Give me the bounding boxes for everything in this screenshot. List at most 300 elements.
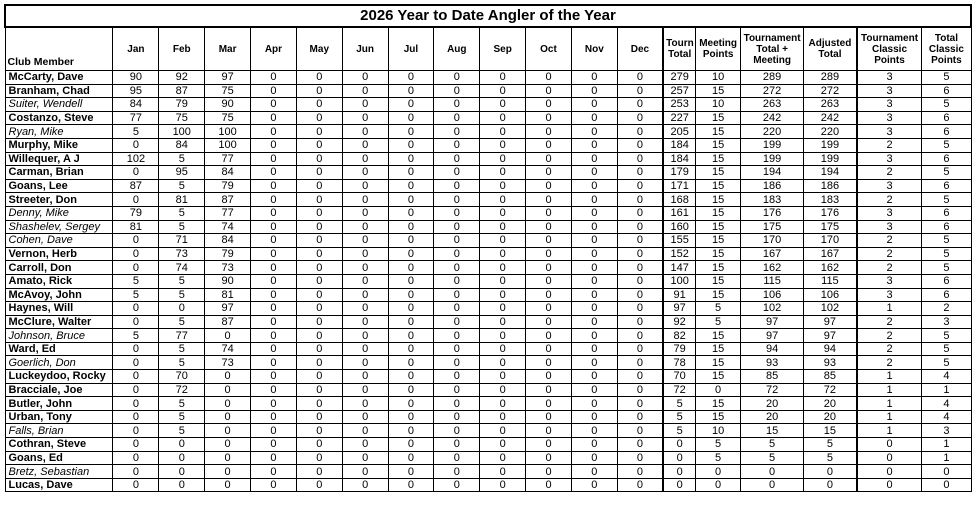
member-name-cell: Streeter, Don — [5, 193, 113, 207]
month-score-cell: 0 — [617, 98, 663, 112]
tournament-meeting-cell: 167 — [741, 247, 804, 261]
month-score-cell: 0 — [251, 342, 297, 356]
month-score-cell: 0 — [434, 138, 480, 152]
table-row — [5, 247, 971, 261]
month-score-cell: 5 — [159, 397, 205, 411]
month-score-cell: 0 — [434, 234, 480, 248]
tourn-total-cell: 97 — [663, 302, 696, 316]
tournament-meeting-cell: 289 — [741, 71, 804, 85]
month-score-cell: 0 — [617, 356, 663, 370]
month-score-cell: 0 — [571, 261, 617, 275]
month-score-cell: 0 — [342, 478, 388, 492]
month-score-cell: 0 — [526, 261, 572, 275]
tourn-total-cell: 70 — [663, 370, 696, 384]
table-row — [5, 329, 971, 343]
meeting-points-cell: 15 — [696, 125, 741, 139]
month-score-cell: 0 — [388, 302, 434, 316]
member-name-cell: Johnson, Bruce — [5, 329, 113, 343]
col-header-month: Sep — [480, 27, 526, 71]
month-score-cell: 0 — [526, 71, 572, 85]
month-score-cell: 0 — [342, 274, 388, 288]
table-row — [5, 451, 971, 465]
month-score-cell: 84 — [159, 138, 205, 152]
month-score-cell: 0 — [296, 315, 342, 329]
month-score-cell: 0 — [617, 84, 663, 98]
month-score-cell: 0 — [296, 98, 342, 112]
month-score-cell: 0 — [571, 438, 617, 452]
classic-points-cell: 3 — [857, 111, 922, 125]
meeting-points-cell: 15 — [696, 206, 741, 220]
month-score-cell: 0 — [526, 274, 572, 288]
table-row — [5, 438, 971, 452]
month-score-cell: 0 — [571, 315, 617, 329]
month-score-cell: 0 — [205, 329, 251, 343]
col-header-tournament-meeting: Tournament Total + Meeting — [741, 27, 804, 71]
month-score-cell: 0 — [617, 478, 663, 492]
month-score-cell: 0 — [617, 247, 663, 261]
table-row — [5, 125, 971, 139]
month-score-cell: 0 — [571, 329, 617, 343]
col-header-month: Dec — [617, 27, 663, 71]
month-score-cell: 0 — [571, 220, 617, 234]
month-score-cell: 0 — [388, 206, 434, 220]
month-score-cell: 5 — [159, 206, 205, 220]
month-score-cell: 0 — [251, 98, 297, 112]
month-score-cell: 0 — [480, 438, 526, 452]
month-score-cell: 0 — [342, 220, 388, 234]
month-score-cell: 0 — [571, 84, 617, 98]
month-score-cell: 0 — [113, 397, 159, 411]
month-score-cell: 0 — [480, 166, 526, 180]
adjusted-total-cell: 85 — [804, 370, 857, 384]
adjusted-total-cell: 97 — [804, 315, 857, 329]
month-score-cell: 0 — [526, 206, 572, 220]
month-score-cell: 0 — [342, 84, 388, 98]
month-score-cell: 0 — [434, 356, 480, 370]
month-score-cell: 0 — [526, 397, 572, 411]
tournament-meeting-cell: 85 — [741, 370, 804, 384]
month-score-cell: 0 — [480, 98, 526, 112]
member-name-cell: Falls, Brian — [5, 424, 113, 438]
month-score-cell: 0 — [480, 478, 526, 492]
adjusted-total-cell: 20 — [804, 397, 857, 411]
month-score-cell: 102 — [113, 152, 159, 166]
total-classic-cell: 5 — [922, 329, 971, 343]
month-score-cell: 0 — [480, 84, 526, 98]
month-score-cell: 0 — [617, 179, 663, 193]
meeting-points-cell: 15 — [696, 234, 741, 248]
month-score-cell: 0 — [342, 410, 388, 424]
month-score-cell: 0 — [113, 193, 159, 207]
col-header-tourn-total: Tourn Total — [663, 27, 696, 71]
month-score-cell: 0 — [571, 465, 617, 479]
meeting-points-cell: 0 — [696, 383, 741, 397]
month-score-cell: 0 — [342, 397, 388, 411]
meeting-points-cell: 0 — [696, 478, 741, 492]
meeting-points-cell: 15 — [696, 410, 741, 424]
month-score-cell: 0 — [617, 234, 663, 248]
month-score-cell: 0 — [342, 71, 388, 85]
month-score-cell: 0 — [296, 342, 342, 356]
month-score-cell: 77 — [205, 206, 251, 220]
month-score-cell: 0 — [571, 356, 617, 370]
month-score-cell: 0 — [296, 193, 342, 207]
classic-points-cell: 3 — [857, 288, 922, 302]
month-score-cell: 0 — [617, 288, 663, 302]
month-score-cell: 0 — [480, 315, 526, 329]
adjusted-total-cell: 263 — [804, 98, 857, 112]
month-score-cell: 0 — [526, 98, 572, 112]
month-score-cell: 0 — [617, 315, 663, 329]
month-score-cell: 0 — [296, 274, 342, 288]
tourn-total-cell: 184 — [663, 152, 696, 166]
tourn-total-cell: 0 — [663, 478, 696, 492]
month-score-cell: 0 — [296, 397, 342, 411]
month-score-cell: 0 — [388, 370, 434, 384]
month-score-cell: 0 — [434, 451, 480, 465]
month-score-cell: 0 — [296, 302, 342, 316]
month-score-cell: 0 — [571, 193, 617, 207]
month-score-cell: 0 — [434, 465, 480, 479]
month-score-cell: 0 — [113, 451, 159, 465]
month-score-cell: 0 — [296, 424, 342, 438]
month-score-cell: 0 — [342, 247, 388, 261]
tournament-meeting-cell: 183 — [741, 193, 804, 207]
month-score-cell: 0 — [434, 478, 480, 492]
total-classic-cell: 5 — [922, 234, 971, 248]
tourn-total-cell: 171 — [663, 179, 696, 193]
month-score-cell: 0 — [113, 438, 159, 452]
table-body — [5, 71, 971, 492]
month-score-cell: 0 — [296, 111, 342, 125]
total-classic-cell: 5 — [922, 247, 971, 261]
member-name-cell: Cothran, Steve — [5, 438, 113, 452]
adjusted-total-cell: 97 — [804, 329, 857, 343]
table-row — [5, 71, 971, 85]
month-score-cell: 0 — [251, 288, 297, 302]
month-score-cell: 0 — [617, 302, 663, 316]
table-row — [5, 370, 971, 384]
table-row — [5, 166, 971, 180]
table-row — [5, 478, 971, 492]
classic-points-cell: 1 — [857, 424, 922, 438]
month-score-cell: 5 — [113, 288, 159, 302]
tourn-total-cell: 168 — [663, 193, 696, 207]
adjusted-total-cell: 102 — [804, 302, 857, 316]
month-score-cell: 0 — [434, 193, 480, 207]
month-score-cell: 0 — [434, 383, 480, 397]
total-classic-cell: 4 — [922, 397, 971, 411]
month-score-cell: 0 — [388, 451, 434, 465]
month-score-cell: 0 — [159, 478, 205, 492]
month-score-cell: 0 — [113, 166, 159, 180]
month-score-cell: 0 — [480, 111, 526, 125]
meeting-points-cell: 15 — [696, 274, 741, 288]
month-score-cell: 0 — [251, 84, 297, 98]
month-score-cell: 0 — [526, 125, 572, 139]
tournament-meeting-cell: 176 — [741, 206, 804, 220]
month-score-cell: 0 — [480, 152, 526, 166]
month-score-cell: 0 — [526, 329, 572, 343]
month-score-cell: 100 — [205, 125, 251, 139]
meeting-points-cell: 15 — [696, 152, 741, 166]
tourn-total-cell: 257 — [663, 84, 696, 98]
month-score-cell: 0 — [296, 478, 342, 492]
month-score-cell: 97 — [205, 71, 251, 85]
month-score-cell: 74 — [205, 342, 251, 356]
classic-points-cell: 2 — [857, 138, 922, 152]
classic-points-cell: 2 — [857, 356, 922, 370]
adjusted-total-cell: 170 — [804, 234, 857, 248]
tourn-total-cell: 79 — [663, 342, 696, 356]
month-score-cell: 0 — [526, 288, 572, 302]
tourn-total-cell: 155 — [663, 234, 696, 248]
member-name-cell: Goerlich, Don — [5, 356, 113, 370]
month-score-cell: 0 — [296, 247, 342, 261]
meeting-points-cell: 15 — [696, 166, 741, 180]
month-score-cell: 77 — [205, 152, 251, 166]
member-name-cell: Ward, Ed — [5, 342, 113, 356]
month-score-cell: 0 — [251, 206, 297, 220]
month-score-cell: 0 — [480, 424, 526, 438]
month-score-cell: 0 — [434, 315, 480, 329]
month-score-cell: 0 — [251, 329, 297, 343]
month-score-cell: 0 — [296, 234, 342, 248]
month-score-cell: 95 — [159, 166, 205, 180]
table-row — [5, 424, 971, 438]
tourn-total-cell: 161 — [663, 206, 696, 220]
member-name-cell: Goans, Ed — [5, 451, 113, 465]
month-score-cell: 5 — [159, 152, 205, 166]
month-score-cell: 0 — [571, 179, 617, 193]
month-score-cell: 5 — [159, 424, 205, 438]
adjusted-total-cell: 289 — [804, 71, 857, 85]
tournament-meeting-cell: 5 — [741, 451, 804, 465]
classic-points-cell: 2 — [857, 342, 922, 356]
tournament-meeting-cell: 162 — [741, 261, 804, 275]
month-score-cell: 0 — [617, 383, 663, 397]
classic-points-cell: 3 — [857, 125, 922, 139]
table-row — [5, 410, 971, 424]
meeting-points-cell: 15 — [696, 111, 741, 125]
tourn-total-cell: 92 — [663, 315, 696, 329]
month-score-cell: 0 — [434, 342, 480, 356]
page-title: 2026 Year to Date Angler of the Year — [5, 5, 971, 27]
tourn-total-cell: 205 — [663, 125, 696, 139]
month-score-cell: 5 — [159, 410, 205, 424]
month-score-cell: 0 — [480, 451, 526, 465]
month-score-cell: 0 — [388, 356, 434, 370]
month-score-cell: 81 — [113, 220, 159, 234]
total-classic-cell: 6 — [922, 179, 971, 193]
table-row — [5, 383, 971, 397]
month-score-cell: 0 — [251, 247, 297, 261]
tourn-total-cell: 179 — [663, 166, 696, 180]
adjusted-total-cell: 183 — [804, 193, 857, 207]
month-score-cell: 79 — [205, 247, 251, 261]
adjusted-total-cell: 20 — [804, 410, 857, 424]
total-classic-cell: 4 — [922, 410, 971, 424]
month-score-cell: 0 — [342, 383, 388, 397]
month-score-cell: 0 — [388, 397, 434, 411]
month-score-cell: 0 — [617, 370, 663, 384]
month-score-cell: 0 — [113, 302, 159, 316]
month-score-cell: 0 — [342, 424, 388, 438]
meeting-points-cell: 5 — [696, 302, 741, 316]
month-score-cell: 77 — [113, 111, 159, 125]
month-score-cell: 0 — [480, 288, 526, 302]
month-score-cell: 0 — [571, 451, 617, 465]
classic-points-cell: 2 — [857, 329, 922, 343]
month-score-cell: 0 — [296, 370, 342, 384]
tournament-meeting-cell: 106 — [741, 288, 804, 302]
month-score-cell: 0 — [342, 111, 388, 125]
tournament-meeting-cell: 97 — [741, 329, 804, 343]
header-row — [5, 27, 971, 71]
classic-points-cell: 3 — [857, 98, 922, 112]
col-header-month: Feb — [159, 27, 205, 71]
month-score-cell: 0 — [113, 247, 159, 261]
month-score-cell: 0 — [205, 438, 251, 452]
adjusted-total-cell: 5 — [804, 438, 857, 452]
classic-points-cell: 2 — [857, 166, 922, 180]
month-score-cell: 74 — [205, 220, 251, 234]
month-score-cell: 0 — [113, 478, 159, 492]
month-score-cell: 0 — [113, 465, 159, 479]
month-score-cell: 0 — [342, 302, 388, 316]
month-score-cell: 0 — [480, 356, 526, 370]
month-score-cell: 0 — [251, 234, 297, 248]
month-score-cell: 0 — [617, 206, 663, 220]
classic-points-cell: 0 — [857, 465, 922, 479]
member-name-cell: Urban, Tony — [5, 410, 113, 424]
month-score-cell: 0 — [617, 274, 663, 288]
month-score-cell: 87 — [113, 179, 159, 193]
total-classic-cell: 6 — [922, 274, 971, 288]
month-score-cell: 0 — [434, 125, 480, 139]
classic-points-cell: 0 — [857, 478, 922, 492]
col-header-month: Jan — [113, 27, 159, 71]
table-row — [5, 356, 971, 370]
adjusted-total-cell: 72 — [804, 383, 857, 397]
month-score-cell: 87 — [205, 315, 251, 329]
tournament-meeting-cell: 199 — [741, 138, 804, 152]
total-classic-cell: 3 — [922, 315, 971, 329]
table-row — [5, 274, 971, 288]
month-score-cell: 0 — [296, 71, 342, 85]
meeting-points-cell: 15 — [696, 138, 741, 152]
classic-points-cell: 3 — [857, 71, 922, 85]
month-score-cell: 0 — [251, 274, 297, 288]
total-classic-cell: 5 — [922, 71, 971, 85]
adjusted-total-cell: 106 — [804, 288, 857, 302]
adjusted-total-cell: 175 — [804, 220, 857, 234]
month-score-cell: 0 — [571, 302, 617, 316]
tourn-total-cell: 184 — [663, 138, 696, 152]
month-score-cell: 0 — [251, 166, 297, 180]
month-score-cell: 0 — [251, 220, 297, 234]
month-score-cell: 0 — [434, 274, 480, 288]
month-score-cell: 95 — [113, 84, 159, 98]
classic-points-cell: 1 — [857, 370, 922, 384]
tourn-total-cell: 152 — [663, 247, 696, 261]
tourn-total-cell: 100 — [663, 274, 696, 288]
month-score-cell: 0 — [617, 220, 663, 234]
member-name-cell: Carman, Brian — [5, 166, 113, 180]
month-score-cell: 0 — [571, 71, 617, 85]
adjusted-total-cell: 199 — [804, 152, 857, 166]
month-score-cell: 0 — [571, 111, 617, 125]
month-score-cell: 0 — [526, 383, 572, 397]
month-score-cell: 0 — [251, 138, 297, 152]
month-score-cell: 0 — [526, 247, 572, 261]
table-row — [5, 220, 971, 234]
total-classic-cell: 5 — [922, 356, 971, 370]
month-score-cell: 0 — [388, 84, 434, 98]
month-score-cell: 0 — [296, 152, 342, 166]
tourn-total-cell: 253 — [663, 98, 696, 112]
total-classic-cell: 6 — [922, 152, 971, 166]
month-score-cell: 0 — [296, 166, 342, 180]
month-score-cell: 0 — [434, 329, 480, 343]
month-score-cell: 0 — [526, 438, 572, 452]
month-score-cell: 0 — [251, 478, 297, 492]
month-score-cell: 0 — [296, 356, 342, 370]
month-score-cell: 0 — [571, 166, 617, 180]
month-score-cell: 0 — [388, 138, 434, 152]
member-name-cell: Ryan, Mike — [5, 125, 113, 139]
col-header-month: Aug — [434, 27, 480, 71]
total-classic-cell: 6 — [922, 111, 971, 125]
month-score-cell: 0 — [480, 234, 526, 248]
tournament-meeting-cell: 272 — [741, 84, 804, 98]
month-score-cell: 0 — [526, 111, 572, 125]
month-score-cell: 0 — [388, 342, 434, 356]
month-score-cell: 0 — [571, 397, 617, 411]
member-name-cell: Cohen, Dave — [5, 234, 113, 248]
month-score-cell: 0 — [342, 465, 388, 479]
month-score-cell: 0 — [617, 152, 663, 166]
month-score-cell: 0 — [388, 220, 434, 234]
month-score-cell: 0 — [159, 465, 205, 479]
month-score-cell: 0 — [526, 84, 572, 98]
month-score-cell: 84 — [205, 166, 251, 180]
member-name-cell: McCarty, Dave — [5, 71, 113, 85]
month-score-cell: 0 — [251, 438, 297, 452]
tournament-meeting-cell: 175 — [741, 220, 804, 234]
month-score-cell: 81 — [205, 288, 251, 302]
month-score-cell: 0 — [480, 370, 526, 384]
month-score-cell: 0 — [480, 179, 526, 193]
adjusted-total-cell: 242 — [804, 111, 857, 125]
month-score-cell: 0 — [251, 193, 297, 207]
month-score-cell: 0 — [296, 138, 342, 152]
member-name-cell: Haynes, Will — [5, 302, 113, 316]
month-score-cell: 0 — [434, 179, 480, 193]
month-score-cell: 0 — [571, 234, 617, 248]
tourn-total-cell: 78 — [663, 356, 696, 370]
month-score-cell: 0 — [342, 438, 388, 452]
adjusted-total-cell: 15 — [804, 424, 857, 438]
total-classic-cell: 4 — [922, 370, 971, 384]
adjusted-total-cell: 93 — [804, 356, 857, 370]
month-score-cell: 0 — [388, 98, 434, 112]
month-score-cell: 0 — [296, 179, 342, 193]
month-score-cell: 0 — [342, 193, 388, 207]
tournament-meeting-cell: 242 — [741, 111, 804, 125]
meeting-points-cell: 5 — [696, 451, 741, 465]
month-score-cell: 0 — [617, 438, 663, 452]
